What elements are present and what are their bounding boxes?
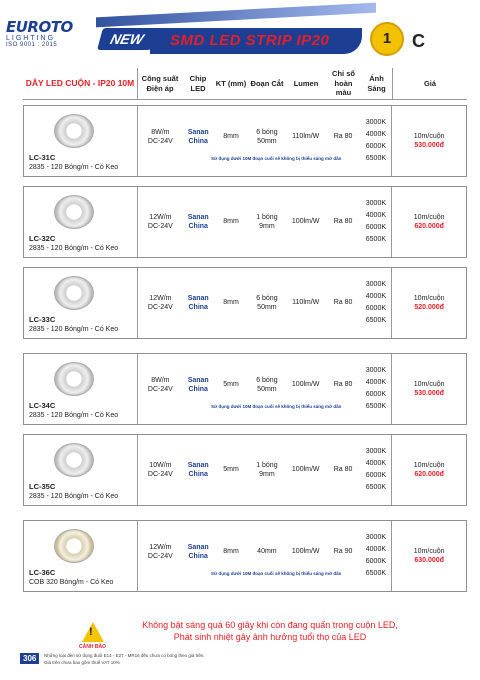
cut-count: 1 bóng (256, 213, 278, 221)
led-reel-image (54, 276, 94, 310)
cut-count: 40mm (257, 548, 277, 556)
cut-count: 6 bóng (256, 128, 278, 136)
cri-cell: Ra 80 (333, 381, 353, 389)
cct-value: 4000K (365, 292, 387, 300)
price-unit: 10m/cuộn (413, 380, 445, 388)
chip-cell (182, 187, 214, 257)
table-row (23, 186, 467, 258)
cct-value: 3000K (365, 366, 387, 374)
chip-brand: Sanan (187, 213, 209, 221)
price-value: 620.000đ (414, 223, 444, 230)
row-note: Sử dụng dưới 10M đoạn cuối sẽ không bị thiếu sáng mờ dần (211, 156, 342, 161)
cut-count: 6 bóng (256, 376, 278, 384)
product-desc: COB 320 Bóng/m - Có Keo (29, 579, 114, 586)
table-row (23, 267, 467, 339)
footer-note-1: Những loại đèn sử dụng đuôi E14 - E27 - MR16 đều chưa có bóng theo giá trên. (44, 653, 205, 658)
cct-cell (360, 268, 392, 338)
price-value: 530.000đ (414, 142, 444, 149)
cut-length: 50mm (257, 304, 277, 311)
cct-value: 4000K (365, 378, 387, 386)
cct-value: 6500K (365, 236, 387, 244)
price-value: 620.000đ (414, 471, 444, 478)
cct-value: 3000K (365, 118, 387, 126)
size-cell: 5mm (223, 381, 239, 389)
cct-cell (360, 354, 392, 424)
col-header-size: KT (mm) (215, 78, 247, 88)
cct-value: 3000K (365, 199, 387, 207)
lumen-cell: 100lm/W (291, 381, 320, 389)
cut-cell (248, 354, 286, 424)
voltage-value: DC-24V (147, 386, 173, 393)
cut-length: 50mm (257, 386, 277, 393)
page-header (0, 0, 480, 66)
cct-value: 6500K (365, 317, 387, 325)
product-cell (24, 187, 138, 257)
cct-value: 3000K (365, 280, 387, 288)
col-header-cri: Chỉ số hoàn màu (332, 69, 355, 98)
chip-cell (182, 435, 214, 505)
product-code: LC-31C (29, 153, 56, 162)
product-cell (24, 521, 138, 591)
col-header-chip: Chip LED (189, 74, 207, 93)
cut-cell (248, 106, 286, 176)
size-cell: 5mm (223, 466, 239, 474)
size-cell: 8mm (223, 299, 239, 307)
power-cell (138, 354, 182, 424)
product-code: LC-33C (29, 315, 56, 324)
cct-value: 6000K (365, 391, 387, 398)
power-cell (138, 106, 182, 176)
table-header (23, 68, 467, 100)
chip-brand: Sanan (187, 128, 209, 136)
table-row (23, 105, 467, 177)
warning-line-1: Không bật sáng quá 60 giây khi còn đang quấn trong cuộn LED, (142, 620, 398, 630)
cri-cell: Ra 90 (333, 548, 353, 556)
chip-origin: China (188, 304, 208, 311)
voltage-value: DC-24V (147, 138, 173, 145)
lumen-cell: 100lm/W (291, 548, 320, 556)
new-badge: NEW (97, 28, 157, 50)
chip-origin: China (188, 223, 208, 230)
voltage-value: DC-24V (147, 471, 173, 478)
price-cell (392, 521, 466, 591)
cut-count: 6 bóng (256, 294, 278, 302)
size-cell: 8mm (223, 548, 239, 556)
power-value: 12W/m (149, 294, 172, 302)
col-header-power: Công suất Điện áp (141, 74, 179, 93)
brand-name: EUROTO (6, 18, 73, 36)
chip-origin: China (188, 471, 208, 478)
chip-origin: China (188, 138, 208, 145)
cct-value: 4000K (365, 130, 387, 138)
cut-cell (248, 268, 286, 338)
cct-value: 4000K (365, 459, 387, 467)
warning-text (120, 620, 420, 643)
rank-seal-icon (370, 22, 404, 56)
power-value: 12W/m (149, 543, 172, 551)
power-value: 10W/m (149, 461, 172, 469)
cut-length: 9mm (259, 471, 275, 478)
size-cell: 8mm (223, 218, 239, 226)
exclamation-icon: ! (89, 626, 93, 638)
price-cell (392, 354, 466, 424)
chip-cell (182, 268, 214, 338)
row-note: Sử dụng dưới 10M đoạn cuối sẽ không bị thiếu sáng mờ dần (211, 571, 342, 576)
price-cell (392, 106, 466, 176)
col-header-lumen: Lumen (293, 78, 319, 88)
led-reel-image (54, 362, 94, 396)
chip-cell (182, 521, 214, 591)
cct-value: 6000K (365, 472, 387, 479)
cct-value: 3000K (365, 533, 387, 541)
cct-value: 6000K (365, 143, 387, 150)
product-cell (24, 435, 138, 505)
cct-value: 6500K (365, 570, 387, 578)
table-row (23, 434, 467, 506)
price-unit: 10m/cuộn (413, 213, 445, 221)
product-code: LC-32C (29, 234, 56, 243)
brand-sub: LIGHTING (6, 35, 56, 42)
cct-value: 6500K (365, 155, 387, 163)
price-value: 520.000đ (414, 304, 444, 311)
chip-cell (182, 106, 214, 176)
table-row (23, 353, 467, 425)
col-header-cct: Ánh Sáng (361, 68, 393, 99)
cct-cell (360, 521, 392, 591)
cut-length: 9mm (259, 223, 275, 230)
col-header-price: Giá (423, 78, 437, 88)
price-cell (392, 435, 466, 505)
cut-cell (248, 435, 286, 505)
led-reel-image (54, 195, 94, 229)
table-row (23, 520, 467, 592)
product-desc: 2835 - 120 Bóng/m - Có Keo (29, 412, 119, 419)
cct-value: 4000K (365, 211, 387, 219)
product-code: LC-36C (29, 568, 56, 577)
product-cell (24, 268, 138, 338)
cri-cell: Ra 80 (333, 218, 353, 226)
lumen-cell: 110lm/W (292, 299, 320, 307)
page-footer (0, 652, 480, 680)
chip-brand: Sanan (187, 376, 209, 384)
product-desc: 2835 - 120 Bóng/m - Có Keo (29, 245, 119, 252)
led-reel-image (54, 443, 94, 477)
brand-logo (6, 18, 96, 48)
power-value: 12W/m (149, 213, 172, 221)
power-value: 8W/m (151, 376, 170, 384)
price-cell (392, 187, 466, 257)
cut-cell (248, 187, 286, 257)
warning-triangle-icon (82, 622, 104, 642)
product-code: LC-34C (29, 401, 56, 410)
seal-number: 1 (382, 30, 392, 47)
cct-value: 6500K (365, 403, 387, 411)
col-header-cut: Đoạn Cắt (250, 78, 284, 88)
product-code: LC-35C (29, 482, 56, 491)
power-value: 8W/m (151, 128, 170, 136)
cct-cell (360, 106, 392, 176)
size-cell: 8mm (223, 133, 239, 141)
cri-cell: Ra 80 (333, 299, 353, 307)
lumen-cell: 110lm/W (292, 133, 320, 141)
warning-caption: CẢNH BÁO (79, 644, 106, 650)
lumen-cell: 100lm/W (291, 218, 320, 226)
power-cell (138, 268, 182, 338)
price-value: 530.000đ (414, 390, 444, 397)
price-unit: 10m/cuộn (413, 294, 445, 302)
chip-brand: Sanan (187, 543, 209, 551)
product-cell (24, 354, 138, 424)
product-cell (24, 106, 138, 176)
warning-line-2: Phát sinh nhiệt gây ảnh hưởng tuổi thọ của LED (173, 631, 367, 642)
cct-value: 6500K (365, 484, 387, 492)
cct-value: 6000K (365, 224, 387, 231)
price-unit: 10m/cuộn (413, 132, 445, 140)
cct-cell (360, 187, 392, 257)
cut-length: 50mm (257, 138, 277, 145)
led-reel-image (54, 114, 94, 148)
price-unit: 10m/cuộn (413, 547, 445, 555)
footer-note-2: Giá trên chưa bao gồm thuế VAT 10% (44, 660, 120, 665)
chip-brand: Sanan (187, 294, 209, 302)
page-title: SMD LED STRIP IP20 (170, 32, 330, 49)
chip-origin: China (188, 386, 208, 393)
power-cell (138, 187, 182, 257)
power-cell (138, 521, 182, 591)
cct-value: 6000K (365, 558, 387, 565)
cri-cell: Ra 80 (333, 466, 353, 474)
page-number: 306 (20, 653, 39, 664)
price-unit: 10m/cuộn (413, 461, 445, 469)
lumen-cell: 100lm/W (291, 466, 320, 474)
cut-count: 1 bóng (256, 461, 278, 469)
chip-origin: China (188, 553, 208, 560)
led-reel-image (54, 529, 94, 563)
voltage-value: DC-24V (147, 223, 173, 230)
power-cell (138, 435, 182, 505)
product-table (23, 68, 467, 586)
chip-brand: Sanan (187, 461, 209, 469)
price-cell (392, 268, 466, 338)
cct-value: 4000K (365, 545, 387, 553)
cct-value: 3000K (365, 447, 387, 455)
cct-value: 6000K (365, 305, 387, 312)
header-stripe (96, 3, 376, 28)
table-title: DÂY LED CUỘN - IP20 10M (23, 68, 138, 99)
voltage-value: DC-24V (147, 553, 173, 560)
cct-cell (360, 435, 392, 505)
voltage-value: DC-24V (147, 304, 173, 311)
price-value: 630.000đ (414, 557, 444, 564)
iso-cert: ISO 9001 : 2015 (6, 42, 58, 48)
row-note: Sử dụng dưới 10M đoạn cuối sẽ không bị thiếu sáng mờ dần (211, 404, 342, 409)
chip-cell (182, 354, 214, 424)
category-letter: C (412, 31, 425, 51)
product-desc: 2835 - 120 Bóng/m - Có Keo (29, 493, 119, 500)
cri-cell: Ra 80 (333, 133, 353, 141)
product-desc: 2835 - 120 Bóng/m - Có Keo (29, 164, 119, 171)
product-desc: 2835 - 120 Bóng/m - Có Keo (29, 326, 119, 333)
cut-cell (248, 521, 286, 591)
